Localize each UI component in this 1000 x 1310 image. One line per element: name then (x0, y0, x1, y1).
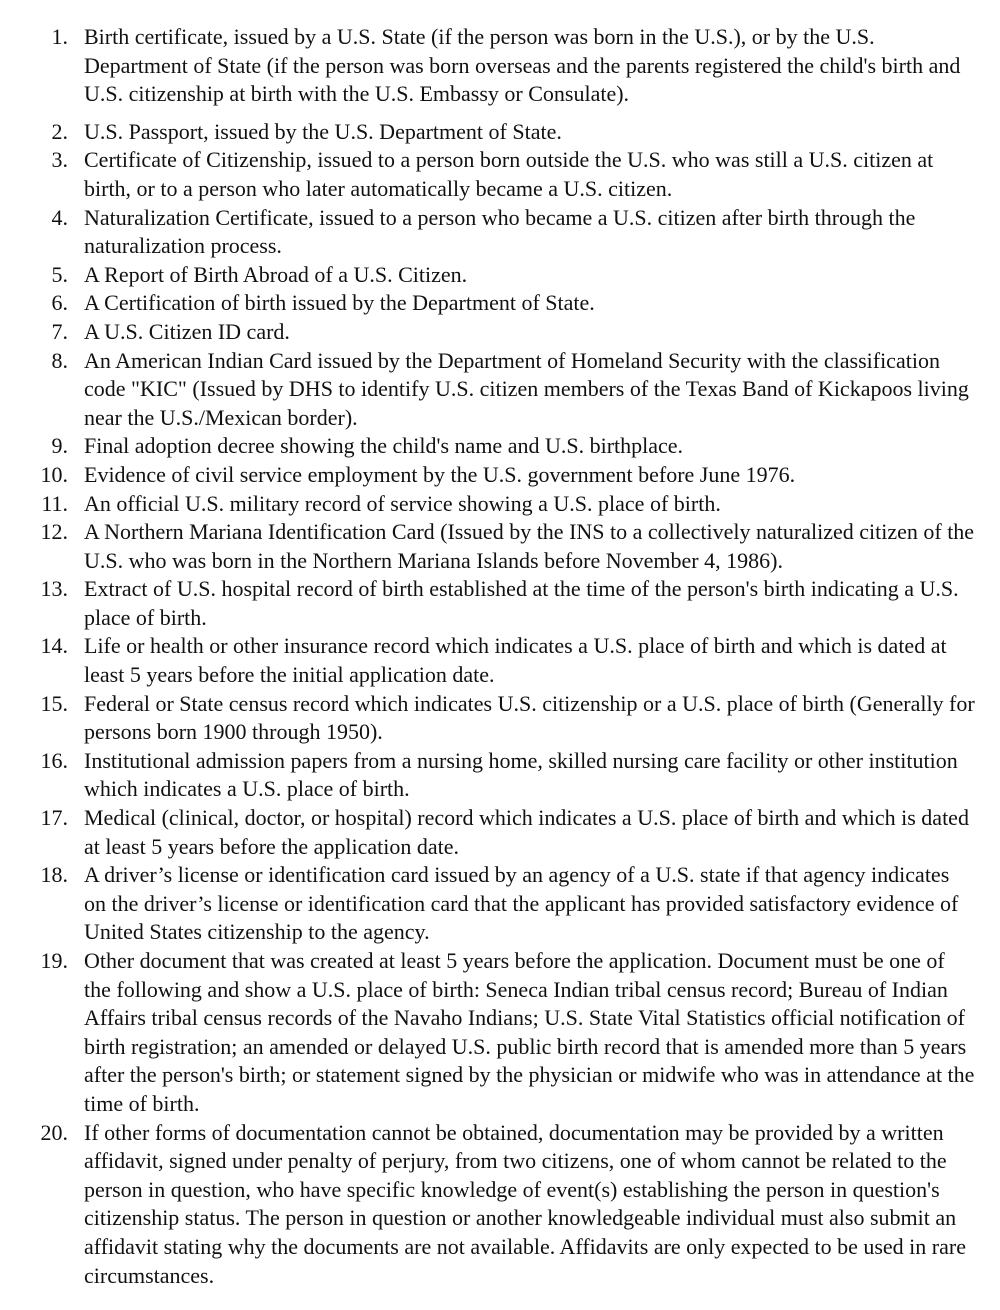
list-item (0, 490, 1000, 519)
item-text: If other forms of documentation cannot be obtained, documentation may be provided by a written affidavit, signed under penalty of perjury, from two citizens, one of whom cannot be related to the person in question, who have specific knowledge of event(s) establishing the person in question's citizenship status. The person in question or another knowledgeable individual must also submit an affidavit stating why the documents are not available. Affidavits are only expected to be used in rare circumstances. (84, 1119, 966, 1288)
item-number: 9. (51, 433, 68, 459)
list-item (0, 347, 1000, 433)
item-number: 5. (51, 261, 68, 287)
item-text: A Report of Birth Abroad of a U.S. Citizen. (84, 261, 468, 287)
list-item (0, 204, 1000, 261)
list-item (0, 690, 1000, 747)
list-item (0, 518, 1000, 575)
item-text: Institutional admission papers from a nursing home, skilled nursing care facility or other institution which indicates a U.S. place of birth. (84, 747, 958, 802)
item-number: 13. (40, 576, 68, 602)
list-item (0, 432, 1000, 461)
item-number: 16. (40, 747, 68, 773)
item-number: 3. (51, 147, 68, 173)
item-text: A Northern Mariana Identification Card (Issued by the INS to a collectively naturalized citizen of the U.S. who was born in the Northern Mariana Islands before November 4, 1986). (84, 519, 975, 573)
item-number: 6. (51, 290, 68, 316)
item-number: 4. (51, 204, 68, 230)
item-text: Other document that was created at least 5 years before the application. Document must be one of the following and show a U.S. place of birth: Seneca Indian tribal census record; Bureau of Indian Affairs tribal census records of the Navaho Indians; U.S. State Vital Statistics official notification of birth registration; an amended or delayed U.S. public birth record that is amended more than 5 years after the person's birth; or statement signed by the physician or midwife who was in attendance at the time of birth. (84, 948, 975, 1116)
item-text: An official U.S. military record of service showing a U.S. place of birth. (84, 490, 721, 516)
item-number: 17. (40, 805, 68, 831)
list-item (0, 947, 1000, 1119)
item-number: 7. (51, 318, 68, 344)
item-text: A Certification of birth issued by the Department of State. (84, 290, 595, 316)
list-item (0, 861, 1000, 947)
item-number: 15. (40, 690, 68, 716)
item-text: A U.S. Citizen ID card. (84, 318, 290, 344)
item-text: Evidence of civil service employment by the U.S. government before June 1976. (84, 461, 796, 487)
item-number: 11. (41, 490, 68, 516)
item-number: 18. (40, 862, 68, 888)
item-text: Certificate of Citizenship, issued to a person born outside the U.S. who was still a U.S. citizen at birth, or to a person who later automatically became a U.S. citizen. (84, 147, 934, 201)
item-text: Life or health or other insurance record which indicates a U.S. place of birth and which is dated at least 5 years before the initial application date. (84, 633, 947, 688)
item-text: Final adoption decree showing the child's name and U.S. birthplace. (84, 433, 684, 459)
item-text: A driver’s license or identification card issued by an agency of a U.S. state if that agency indicates on the driver’s license or identification card that the applicant has provided satisfactory evidence of United States citizenship to the agency. (84, 862, 959, 945)
list-item (0, 575, 1000, 632)
list-item (0, 118, 1000, 147)
item-number: 12. (40, 519, 68, 545)
item-text: Federal or State census record which indicates U.S. citizenship or a U.S. place of birth (Generally for persons born 1900 through 1950). (84, 690, 975, 745)
list-item (0, 747, 1000, 804)
item-text: An American Indian Card issued by the Department of Homeland Security with the classification code "KIC" (Issued by DHS to identify U.S. citizen members of the Texas Band of Kickapoos living near the U.S./Mexican border). (84, 347, 969, 430)
item-text: Extract of U.S. hospital record of birth established at the time of the person's birth indicating a U.S. place of birth. (84, 576, 959, 630)
item-number: 19. (40, 948, 68, 973)
item-text: Naturalization Certificate, issued to a person who became a U.S. citizen after birth through the naturalization process. (84, 204, 916, 259)
item-number: 10. (40, 461, 68, 487)
list-item (0, 23, 1000, 109)
list-item (0, 461, 1000, 490)
item-number: 20. (40, 1119, 68, 1145)
item-number: 14. (40, 633, 68, 659)
citizenship-documents-list (0, 23, 1000, 1290)
list-item (0, 318, 1000, 347)
item-number: 8. (51, 347, 68, 373)
list-item (0, 1119, 1000, 1291)
list-item (0, 804, 1000, 861)
item-text: Birth certificate, issued by a U.S. State (if the person was born in the U.S.), or by the U.S. Department of State (if the person was born overseas and the parents registered the child's birth and U.S. citizenship at birth with the U.S. Embassy or Consulate). (84, 24, 961, 107)
item-text: U.S. Passport, issued by the U.S. Department of State. (84, 118, 562, 144)
list-item (0, 261, 1000, 290)
list-item (0, 289, 1000, 318)
list-item (0, 632, 1000, 689)
item-number: 2. (51, 118, 68, 144)
item-number: 1. (51, 24, 68, 49)
item-text: Medical (clinical, doctor, or hospital) record which indicates a U.S. place of birth and which is dated at least 5 years before the application date. (84, 805, 969, 859)
list-item (0, 146, 1000, 203)
